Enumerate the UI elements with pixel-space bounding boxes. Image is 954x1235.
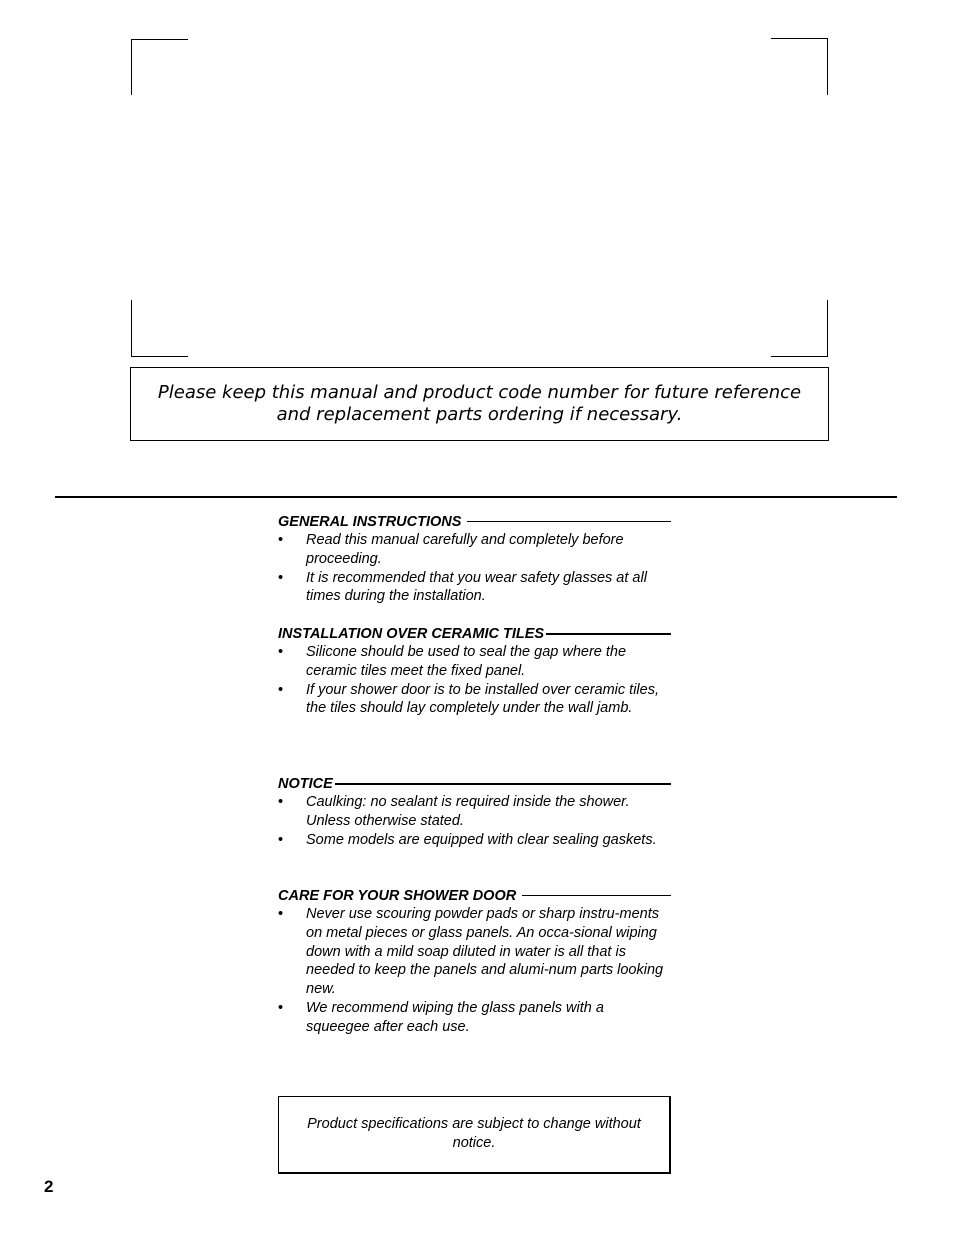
list-item-text: We recommend wiping the glass panels with a squeegee after each use. [306, 999, 604, 1035]
section-heading-row [278, 886, 671, 905]
keep-manual-notice-box [130, 367, 829, 441]
page-number: 2 [44, 1177, 54, 1196]
bullet-list [278, 531, 671, 606]
bullet-icon: • [278, 906, 284, 922]
bullet-icon: • [278, 532, 284, 548]
spec-change-notice-box [278, 1096, 671, 1174]
section-heading-row [278, 512, 671, 531]
list-item [278, 999, 671, 1037]
spec-change-notice-text: Product specifications are subject to change without notice. [307, 1116, 641, 1151]
crop-mark-bottom-left [131, 300, 188, 357]
list-item [278, 569, 671, 607]
horizontal-divider [55, 496, 897, 498]
crop-mark-bottom-right [771, 300, 828, 357]
section-heading-row [278, 774, 671, 793]
section-heading-row [278, 624, 671, 643]
list-item [278, 831, 671, 850]
list-item [278, 531, 671, 569]
section-heading: CARE FOR YOUR SHOWER DOOR [278, 887, 517, 904]
list-item-text: It is recommended that you wear safety glasses at all times during the installation. [306, 569, 647, 605]
section-care-for-shower-door [278, 886, 671, 1037]
bullet-list [278, 905, 671, 1037]
list-item-text: Read this manual carefully and completely before proceeding. [306, 532, 624, 567]
list-item-text: If your shower door is to be installed over ceramic tiles, the tiles should lay completely under the wall jamb. [306, 681, 659, 717]
crop-mark-top-left [131, 39, 188, 95]
list-item [278, 643, 671, 681]
crop-mark-top-right [771, 38, 828, 95]
bullet-icon: • [278, 999, 284, 1016]
list-item-text: Caulking: no sealant is required inside the shower. Unless otherwise stated. [306, 794, 630, 829]
list-item-text: Some models are equipped with clear sealing gaskets. [306, 831, 657, 848]
heading-rule [522, 895, 671, 896]
section-heading: GENERAL INSTRUCTIONS [278, 513, 462, 530]
bullet-icon: • [278, 569, 284, 586]
bullet-icon: • [278, 644, 284, 660]
section-installation-over-ceramic-tiles [278, 624, 671, 718]
list-item-text: Never use scouring powder pads or sharp instru-ments on metal pieces or glass panels. An occa-sional wiping down with a mild soap diluted in water is all that is needed to keep the panels and alumi-num parts looking new. [306, 906, 664, 998]
bullet-list [278, 643, 671, 718]
list-item-text: Silicone should be used to seal the gap where the ceramic tiles meet the fixed panel. [306, 644, 627, 679]
list-item [278, 681, 671, 719]
list-item [278, 793, 671, 831]
bullet-icon: • [278, 831, 284, 848]
list-item [278, 905, 671, 999]
bullet-icon: • [278, 794, 284, 810]
section-heading: INSTALLATION OVER CERAMIC TILES [278, 625, 545, 642]
bullet-list [278, 793, 671, 849]
section-notice [278, 774, 671, 849]
bullet-icon: • [278, 681, 284, 698]
section-heading: NOTICE [278, 775, 333, 792]
keep-manual-notice-text: Please keep this manual and product code number for future reference and replacement parts ordering if necessary. [157, 382, 802, 425]
heading-rule [335, 783, 671, 785]
heading-rule [546, 633, 671, 635]
heading-rule [467, 521, 671, 522]
section-general-instructions [278, 512, 671, 606]
